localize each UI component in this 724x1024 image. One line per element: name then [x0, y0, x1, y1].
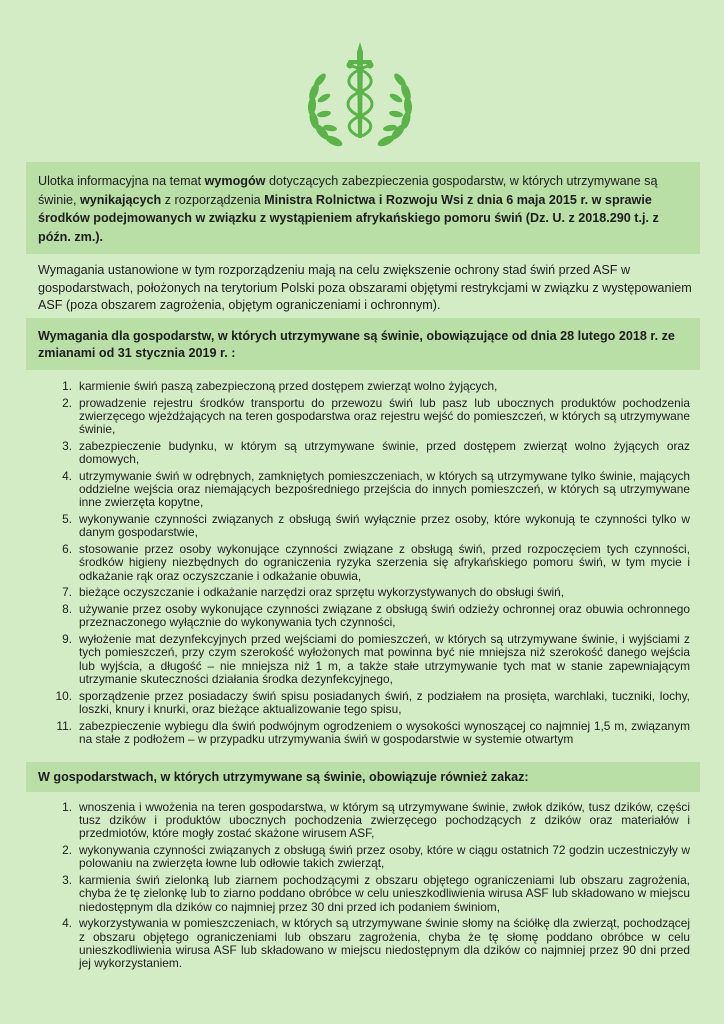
list-item-number: 4.	[62, 916, 72, 931]
list-item	[36, 844, 690, 870]
list-item	[36, 440, 690, 466]
list-item	[36, 633, 690, 686]
intro-bold-1: wymogów	[204, 174, 266, 188]
intro-text-1: Ulotka informacyjna na temat	[38, 174, 205, 188]
list-item-number: 3.	[62, 439, 72, 453]
list-item	[36, 801, 690, 841]
list-item-number: 7.	[62, 585, 72, 600]
list-item	[36, 470, 690, 510]
list-item-number: 3.	[62, 873, 72, 888]
list-item-text: stosowanie przez osoby wykonujące czynności związane z obsługą świń, przed rozpoczęciem tych czynności, środków higieny niezbędnych do ograniczenia ryzyka szerzenia się afrykańskiego pomoru świń, w tym mycie i odkażanie rąk oraz oczyszczanie i odkażanie obuwia,	[79, 542, 690, 583]
list-item-text: wnoszenia i wwożenia na teren gospodarstwa, w którym są utrzymywane świnie, zwłok dzików, tusz dzików, części tusz dzików i produktów ubocznych pochodzenia zwierzęcego pochodzących z dzików oraz materiałów i przedmiotów, które mogły zostać skażone wirusem ASF,	[79, 800, 690, 841]
list-item	[36, 380, 690, 393]
list-item-number: 2.	[62, 843, 72, 858]
purpose-paragraph: Wymagania ustanowione w tym rozporządzeniu mają na celu zwiększenie ochrony stad świń przed ASF w gospodarstwach, położonych na terytorium Polski poza obszarami objętymi restrykcjami w związku z występowaniem ASF (poza obszarem zagrożenia, objętym ograniczeniami i ochronnym).	[38, 263, 692, 312]
list-item-number: 10.	[55, 688, 72, 703]
list-item-text: karmienia świń zielonką lub ziarnem pochodzącymi z obszaru objętego ograniczeniami lub obszaru zagrożenia, chyba że tę zielonkę lub to ziarno poddano obróbce w celu unieszkodliwienia wirusa ASF lub składowano w miejscu niedostępnym dla dzików co najmniej przez 30 dni przed ich podaniem świniom,	[79, 873, 690, 914]
list-item-text: wyłożenie mat dezynfekcyjnych przed wejściami do pomieszczeń, w których są utrzymywane świnie, i wyjściami z tych pomieszczeń, przy czym szerokość wyłożonych mat powinna być nie mniejsza niż szerokość danego wejścia lub wyjścia, a długość – nie mniejsza niż 1 m, a także stałe utrzymywanie tych mat w stanie zapewniającym utrzymanie skuteczności działania środka dezynfekcyjnego,	[79, 632, 690, 686]
veterinary-emblem-icon	[296, 38, 424, 150]
ban-list	[36, 801, 690, 974]
list-item-text: wykonywania czynności związanych z obsługą świń przez osoby, które w ciągu ostatnich 72 godzin uczestniczyły w polowaniu na zwierzęta łowne lub odłowie takich zwierząt,	[79, 843, 690, 871]
list-item-number: 4.	[62, 469, 72, 483]
requirements-heading: Wymagania dla gospodarstw, w których utrzymywane są świnie, obowiązujące od dnia 28 lutego 2018 r. ze zmianami od 31 stycznia 2019 r. :	[26, 318, 700, 370]
list-item	[36, 513, 690, 539]
list-item-number: 1.	[62, 379, 72, 393]
list-item	[36, 720, 690, 746]
list-item-text: sporządzenie przez posiadaczy świń spisu posiadanych świń, z podziałem na prosięta, warchlaki, tuczniki, lochy, loszki, knury i knurki, oraz bieżące aktualizowanie tego spisu,	[79, 688, 690, 716]
list-item-number: 8.	[62, 602, 72, 617]
intro-text-3: z rozporządzenia	[161, 192, 265, 207]
intro-bold-2: wynikających	[80, 192, 162, 207]
intro-banner	[26, 162, 700, 254]
list-item-number: 6.	[62, 542, 72, 557]
list-item-number: 1.	[62, 800, 72, 814]
list-item-text: zabezpieczenie budynku, w którym są utrzymywane świnie, przed dostępem zwierząt wolno żyjących oraz domowych,	[79, 439, 690, 467]
list-item-text: utrzymywanie świń w odrębnych, zamkniętych pomieszczeniach, w których są utrzymywane tylko świnie, mających oddzielne wejścia oraz niemających bezpośredniego przejścia do innych pomieszczeń, w których są utrzymywane inne zwierzęta kopytne,	[79, 469, 690, 510]
list-item-text: bieżące oczyszczanie i odkażanie narzędzi oraz sprzętu wykorzystywanych do obsługi świń,	[79, 585, 565, 600]
list-item	[36, 690, 690, 716]
list-item-text: karmienie świń paszą zabezpieczoną przed dostępem zwierząt wolno żyjących,	[79, 379, 498, 393]
list-item-text: prowadzenie rejestru środków transportu do przewozu świń lub pasz lub ubocznych produktów pochodzenia zwierzęcego wjeżdżających na teren gospodarstwa oraz rejestru wejść do pomieszczeń, w których są utrzymywane świnie,	[79, 395, 690, 437]
intro-bold-3: Ministra Rolnictwa i Rozwoju Wsi z dnia 6 maja 2015 r. w sprawie środków podejmowanych w związku z wystąpieniem afrykańskiego pomoru świń (Dz. U. z 2018.290 t.j. z późn. zm.).	[38, 192, 659, 244]
list-item-number: 9.	[62, 632, 72, 647]
list-item-number: 11.	[56, 718, 72, 733]
list-item	[36, 874, 690, 914]
list-item	[36, 603, 690, 629]
list-item	[36, 917, 690, 970]
list-item-number: 5.	[62, 512, 72, 527]
list-item-text: zabezpieczenie wybiegu dla świń podwójnym ogrodzeniem o wysokości wynoszącej co najmniej 1,5 m, związanym na stałe z podłożem – w przypadku utrzymywania świń w gospodarstwie w systemie otwartym	[79, 718, 690, 746]
list-item	[36, 397, 690, 437]
list-item	[36, 586, 690, 599]
intro-text-2: dotyczących zabezpieczenia gospodarstw, w których utrzymywane są świnie,	[38, 174, 658, 207]
requirements-list	[36, 380, 690, 750]
ban-heading: W gospodarstwach, w których utrzymywane są świnie, obowiązuje również zakaz:	[26, 762, 700, 792]
list-item	[36, 543, 690, 583]
list-item-text: wykonywanie czynności związanych z obsługą świń wyłącznie przez osoby, które wykonują te czynności tylko w danym gospodarstwie,	[79, 512, 690, 540]
list-item-text: wykorzystywania w pomieszczeniach, w których są utrzymywane świnie słomy na ściółkę dla zwierząt, pochodzącej z obszaru objętego ograniczeniami lub obszaru zagrożenia, chyba że tę słomę poddano obróbce w celu unieszkodliwienia wirusa ASF lub składowano w miejscu niedostępnym dla dzików co najmniej przez 90 dni przed jej wykorzystaniem.	[79, 916, 690, 971]
list-item-text: używanie przez osoby wykonujące czynności związane z obsługą świń odzieży ochronnej oraz obuwia ochronnego przeznaczonego wyłącznie do wykonywania tych czynności,	[79, 602, 690, 630]
list-item-number: 2.	[62, 395, 72, 410]
